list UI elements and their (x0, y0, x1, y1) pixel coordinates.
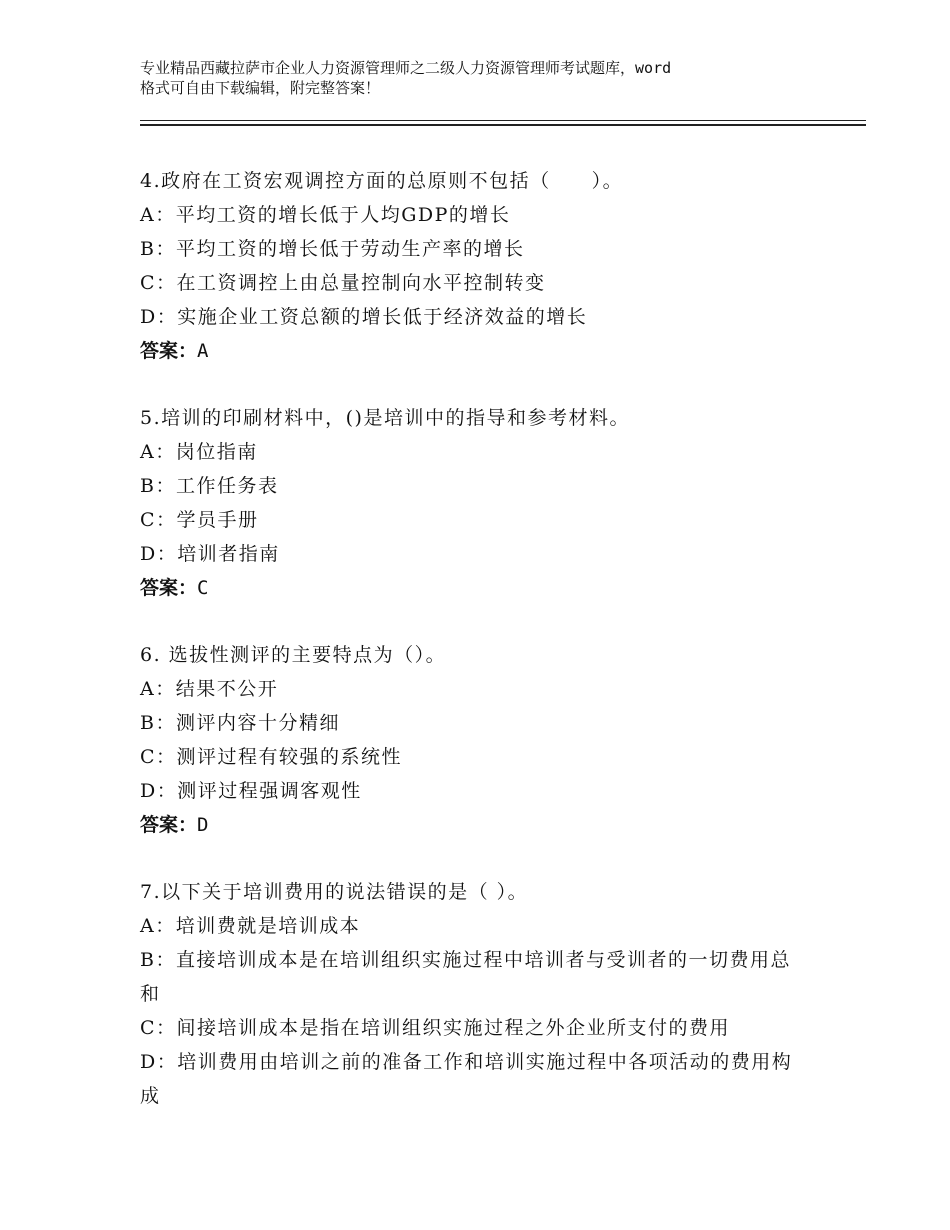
header-divider-thick (140, 124, 866, 126)
option-c: C：在工资调控上由总量控制向水平控制转变 (140, 272, 546, 294)
answer-value: C (197, 577, 209, 599)
question-stem: 7.以下关于培训费用的说法错误的是（ ）。 (140, 881, 529, 903)
option-b: B：测评内容十分精细 (140, 712, 340, 734)
answer-line (140, 571, 840, 605)
option-c: C：学员手册 (140, 509, 259, 531)
option-b: B：直接培训成本是在培训组织实施过程中培训者与受训者的一切费用总和 (140, 949, 791, 1005)
option-a: A：平均工资的增长低于人均GDP的增长 (140, 204, 511, 226)
option-c: C：测评过程有较强的系统性 (140, 746, 403, 768)
option-a: A：岗位指南 (140, 441, 258, 463)
question-4 (140, 164, 840, 368)
answer-line (140, 808, 840, 842)
document-header (140, 58, 840, 98)
option-b: B：工作任务表 (140, 475, 279, 497)
answer-line (140, 334, 840, 368)
header-line-1: 专业精品西藏拉萨市企业人力资源管理师之二级人力资源管理师考试题库，word (140, 59, 672, 77)
option-a: A：结果不公开 (140, 678, 279, 700)
question-stem: 5.培训的印刷材料中，()是培训中的指导和参考材料。 (140, 407, 630, 429)
question-7 (140, 875, 840, 1113)
option-d: D：培训者指南 (140, 543, 280, 565)
answer-label: 答案： (140, 340, 198, 362)
option-a: A：培训费就是培训成本 (140, 915, 361, 937)
answer-label: 答案： (140, 577, 198, 599)
option-b: B：平均工资的增长低于劳动生产率的增长 (140, 238, 525, 260)
option-d: D：培训费用由培训之前的准备工作和培训实施过程中各项活动的费用构成 (140, 1051, 793, 1107)
question-list (140, 164, 840, 1146)
header-line-2: 格式可自由下载编辑，附完整答案！ (140, 79, 381, 97)
option-d: D：测评过程强调客观性 (140, 780, 362, 802)
answer-value: A (197, 340, 209, 362)
answer-value: D (197, 814, 209, 836)
header-divider-thin (140, 120, 866, 121)
question-5 (140, 401, 840, 605)
option-c: C：间接培训成本是指在培训组织实施过程之外企业所支付的费用 (140, 1017, 731, 1039)
question-stem: 4.政府在工资宏观调控方面的总原则不包括（ ）。 (140, 170, 624, 192)
answer-label: 答案： (140, 814, 198, 836)
option-d: D：实施企业工资总额的增长低于经济效益的增长 (140, 306, 588, 328)
question-6 (140, 638, 840, 842)
question-stem: 6. 选拔性测评的主要特点为（）。 (140, 644, 447, 666)
